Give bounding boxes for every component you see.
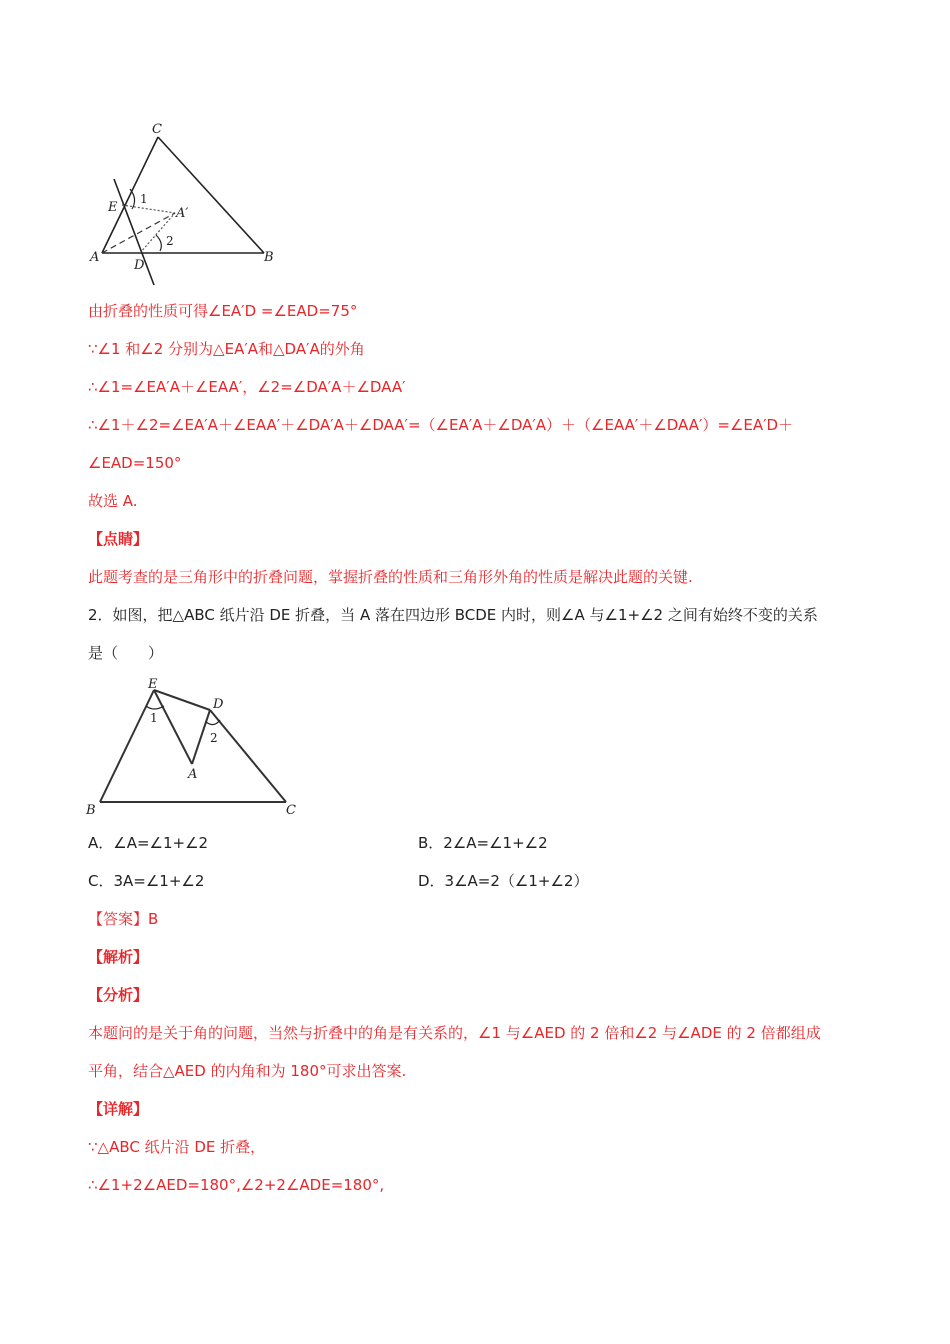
xiangjie-heading: 【详解】	[88, 1100, 149, 1118]
option-a: A．∠A=∠1+∠2	[88, 834, 209, 852]
label-c: C	[286, 803, 296, 818]
label-angle-1: 1	[150, 711, 158, 725]
answer-line: 【答案】B	[88, 910, 159, 928]
figure-2-folded-triangle	[80, 672, 310, 822]
label-a: A	[188, 767, 198, 782]
angle-1-arc	[146, 706, 164, 709]
label-d: D	[134, 258, 145, 273]
angle-2-arc	[156, 235, 161, 251]
xiangjie-line-1: ∵△ABC 纸片沿 DE 折叠，	[88, 1138, 266, 1156]
segment-ea-prime	[122, 205, 175, 213]
label-d: D	[213, 697, 224, 712]
side-be	[100, 690, 154, 802]
solution-line-5: ∠EAD=150°	[88, 454, 182, 472]
solution-conclusion: 故选 A.	[88, 492, 138, 510]
figure-1-folded-triangle	[80, 115, 300, 290]
label-angle-2: 2	[166, 234, 174, 248]
question-2-line-1: 2．如图，把△ABC 纸片沿 DE 折叠，当 A 落在四边形 BCDE 内时，则∠A 与∠1+∠2 之间有始终不变的关系	[88, 606, 818, 624]
segment-aa-prime	[102, 213, 175, 253]
label-angle-1: 1	[140, 192, 148, 206]
question-2-line-2: 是（ ）	[88, 644, 164, 662]
label-e: E	[108, 200, 118, 215]
side-ad	[192, 710, 210, 764]
label-b: B	[264, 250, 274, 265]
fenxi-line-1: 本题问的是关于角的问题，当然与折叠中的角是有关系的，∠1 与∠AED 的 2 倍和∠2 与∠ADE 的 2 倍都组成	[88, 1024, 821, 1042]
solution-line-1: 由折叠的性质可得∠EA′D =∠EAD=75°	[88, 302, 358, 320]
label-a-prime: A′	[176, 206, 189, 221]
label-e: E	[148, 677, 158, 692]
dianjing-heading: 【点睛】	[88, 530, 149, 548]
solution-line-2: ∵∠1 和∠2 分别为△EA′A和△DA′A的外角	[88, 340, 365, 358]
option-b: B．2∠A=∠1+∠2	[418, 834, 548, 852]
solution-line-4: ∴∠1＋∠2=∠EA′A＋∠EAA′＋∠DA′A＋∠DAA′=（∠EA′A＋∠DA′A）＋（∠EAA′＋∠DAA′）=∠EA′D＋	[88, 416, 794, 434]
side-cb	[158, 137, 264, 253]
side-dc	[210, 710, 286, 802]
label-b: B	[86, 803, 96, 818]
xiangjie-line-2: ∴∠1+2∠AED=180°,∠2+2∠ADE=180°,	[88, 1176, 385, 1194]
label-c: C	[152, 122, 162, 137]
solution-line-3: ∴∠1=∠EA′A＋∠EAA′，∠2=∠DA′A＋∠DAA′	[88, 378, 406, 396]
label-a: A	[90, 250, 100, 265]
jiexi-heading: 【解析】	[88, 948, 149, 966]
label-angle-2: 2	[210, 731, 218, 745]
side-ac	[102, 137, 158, 253]
dianjing-text: 此题考查的是三角形中的折叠问题，掌握折叠的性质和三角形外角的性质是解决此题的关键.	[88, 568, 693, 586]
option-d: D．3∠A=2（∠1+∠2）	[418, 872, 589, 890]
option-c: C．3A=∠1+∠2	[88, 872, 205, 890]
fenxi-line-2: 平角，结合△AED 的内角和为 180°可求出答案.	[88, 1062, 407, 1080]
fenxi-heading: 【分析】	[88, 986, 149, 1004]
